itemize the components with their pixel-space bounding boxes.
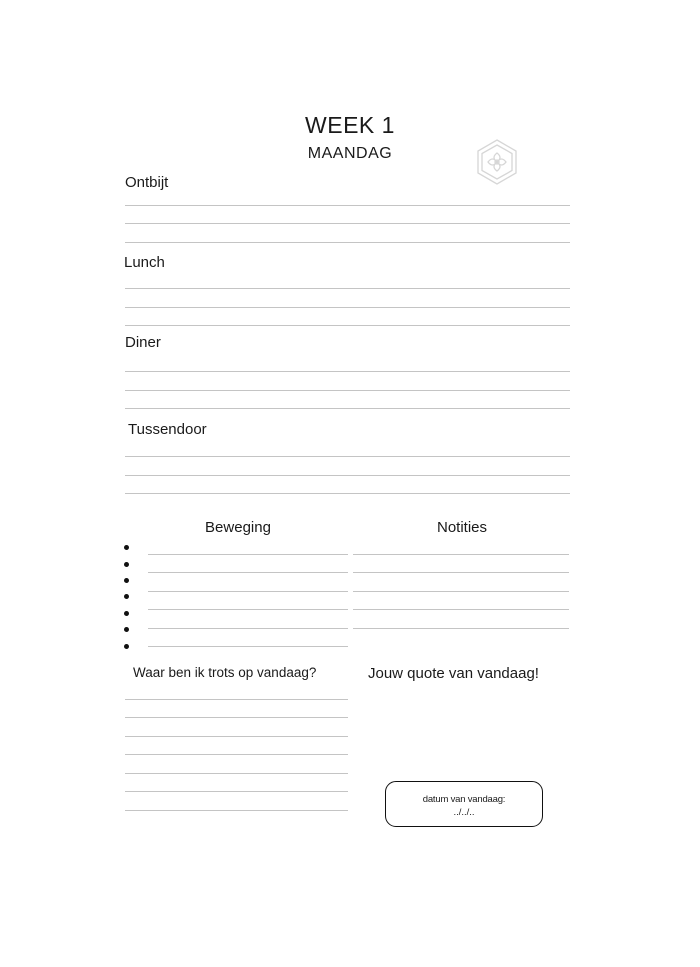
dinner-label: Diner xyxy=(125,334,161,351)
bullet xyxy=(124,627,129,632)
movement-line xyxy=(148,646,348,647)
dinner-line xyxy=(125,371,570,372)
breakfast-label: Ontbijt xyxy=(125,174,169,191)
bullet xyxy=(124,644,129,649)
date-label: datum van vandaag: xyxy=(422,794,506,805)
proud-line xyxy=(125,754,348,755)
bullet xyxy=(124,578,129,583)
bullet xyxy=(124,562,129,567)
movement-line xyxy=(148,572,348,573)
breakfast-line xyxy=(125,205,570,206)
movement-line xyxy=(148,628,348,629)
notes-line xyxy=(353,554,569,555)
dinner-line xyxy=(125,408,570,409)
movement-line xyxy=(148,609,348,610)
lunch-line xyxy=(125,307,570,308)
snacks-line xyxy=(125,475,570,476)
flower-emblem-icon xyxy=(474,139,520,185)
movement-line xyxy=(148,591,348,592)
snacks-line xyxy=(125,493,570,494)
breakfast-line xyxy=(125,242,570,243)
breakfast-line xyxy=(125,223,570,224)
notes-line xyxy=(353,628,569,629)
proud-line xyxy=(125,717,348,718)
proud-line xyxy=(125,810,348,811)
proud-heading: Waar ben ik trots op vandaag? xyxy=(133,665,317,680)
movement-line xyxy=(148,554,348,555)
lunch-label: Lunch xyxy=(124,254,165,271)
proud-line xyxy=(125,699,348,700)
dinner-line xyxy=(125,390,570,391)
day-label: MAANDAG xyxy=(307,145,393,162)
quote-heading: Jouw quote van vandaag! xyxy=(368,665,539,682)
bullet xyxy=(124,545,129,550)
lunch-line xyxy=(125,288,570,289)
bullet xyxy=(124,594,129,599)
page-title: WEEK 1 xyxy=(305,112,395,138)
lunch-line xyxy=(125,325,570,326)
bullet xyxy=(124,611,129,616)
date-box xyxy=(385,781,543,827)
proud-line xyxy=(125,791,348,792)
proud-line xyxy=(125,736,348,737)
notes-line xyxy=(353,591,569,592)
movement-heading: Beweging xyxy=(205,519,271,536)
snacks-line xyxy=(125,456,570,457)
proud-line xyxy=(125,773,348,774)
snacks-label: Tussendoor xyxy=(128,421,207,438)
date-value: ../../.. xyxy=(453,807,475,818)
notes-heading: Notities xyxy=(436,519,488,536)
notes-line xyxy=(353,609,569,610)
notes-line xyxy=(353,572,569,573)
